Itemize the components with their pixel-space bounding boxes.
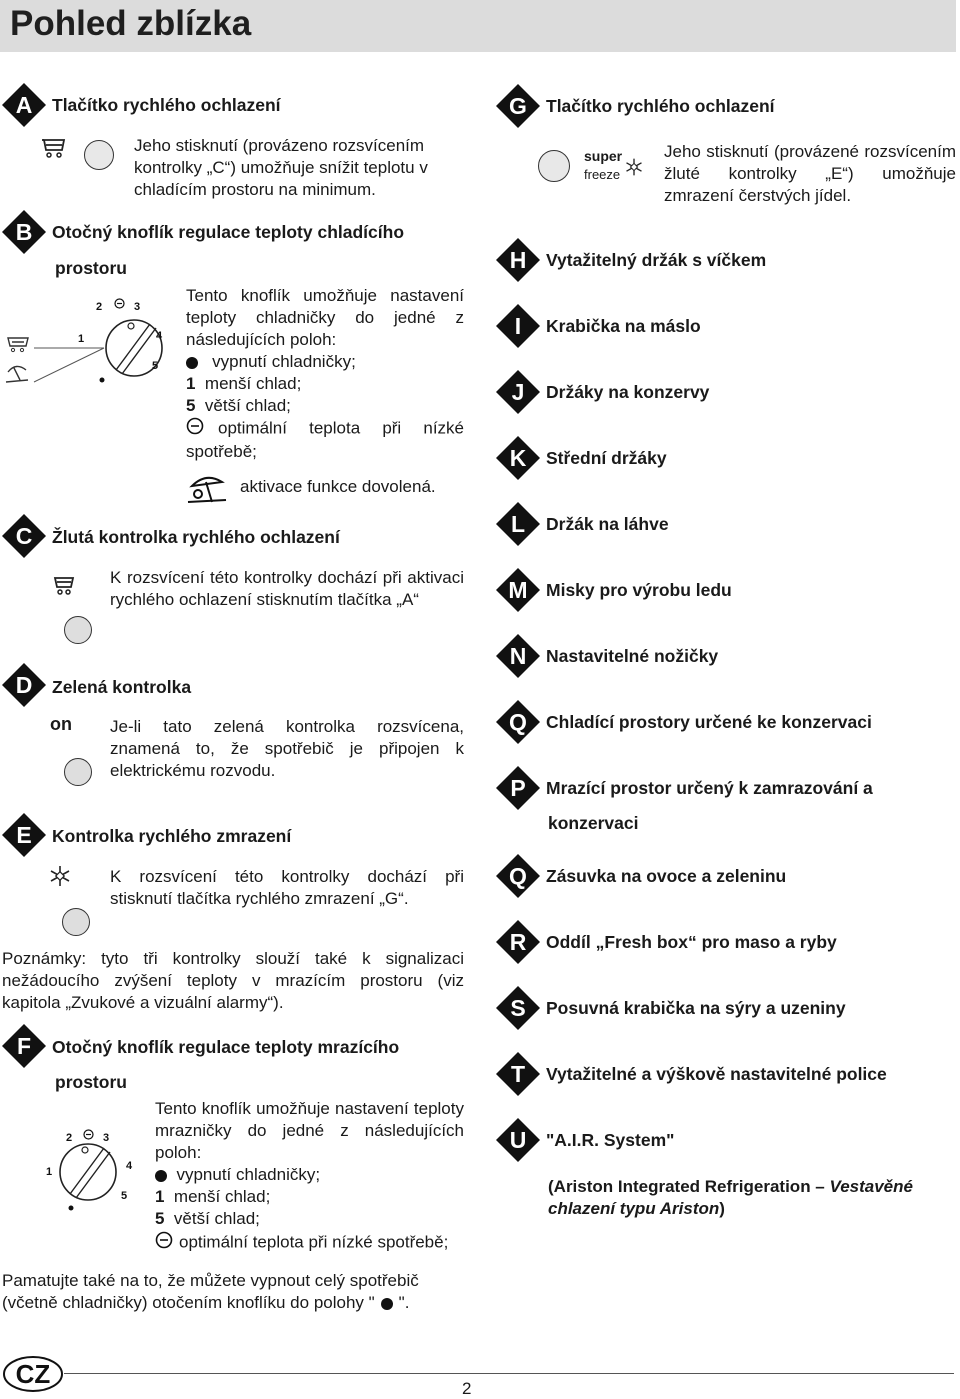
holiday-icon — [186, 470, 230, 504]
knob-b-label-4: 4 — [156, 330, 163, 342]
svg-text:N: N — [509, 643, 527, 669]
section-badge-c — [1, 513, 47, 559]
fast-cool-icon — [40, 136, 70, 162]
section-d-text: Je-li tato zelená kontrolka rozsvícena, znamená to, že spotřebič je připojen k elektrickému rozvodu. — [110, 717, 464, 780]
list-item-label: Nastavitelné nožičky — [546, 646, 719, 666]
section-f-item-1: 1 menší chlad; — [155, 1187, 271, 1206]
section-badge-q — [495, 853, 541, 899]
snowflake-icon — [48, 864, 72, 888]
section-badge-r — [495, 919, 541, 965]
eco-icon — [155, 1231, 173, 1255]
list-item-label: Vytažitelné a výškově nastavitelné police — [546, 1064, 887, 1084]
svg-text:P: P — [510, 775, 526, 801]
section-badge-u — [495, 1117, 541, 1163]
section-badge-m — [495, 567, 541, 613]
list-item-label: Misky pro výrobu ledu — [546, 580, 732, 600]
svg-text:U: U — [509, 1127, 527, 1153]
section-b-item-off: vypnutí chladničky; — [186, 351, 356, 373]
svg-text:L: L — [510, 511, 526, 537]
section-badge-b — [1, 209, 47, 255]
list-item-label: Chladící prostory určené ke konzervaci — [546, 712, 872, 732]
svg-text:R: R — [509, 929, 527, 955]
section-c-text: K rozsvícení této kontrolky dochází při aktivaci rychlého ochlazení stisknutím tlačítka „A“ — [110, 568, 464, 609]
country-badge — [2, 1355, 64, 1393]
super-freeze-button[interactable] — [538, 150, 570, 182]
section-f-item-eco: optimální teplota při nízké spotřebě; — [155, 1231, 448, 1255]
list-item-label: Držáky na konzervy — [546, 382, 710, 402]
section-badge-d — [1, 662, 47, 708]
footer-rule — [64, 1373, 954, 1374]
svg-text:I: I — [514, 313, 522, 339]
section-f-title: Otočný knoflík regulace teploty mrazícího — [52, 1037, 400, 1057]
section-b-intro: Tento knoflík umožňuje nastavení teploty chladničky do jedné z následujících poloh: — [186, 286, 464, 349]
section-badge-l — [495, 501, 541, 547]
svg-text:M: M — [508, 577, 528, 603]
section-f-title-cont: prostoru — [55, 1072, 127, 1092]
list-item-label: "A.I.R. System" — [546, 1130, 675, 1150]
section-badge-j — [495, 369, 541, 415]
section-badge-g — [495, 83, 541, 129]
svg-text:E: E — [16, 822, 32, 848]
section-badge-e — [1, 812, 47, 858]
page-number: 2 — [462, 1379, 472, 1398]
page-title: Pohled zblízka — [10, 4, 252, 43]
svg-text:S: S — [510, 995, 526, 1021]
section-badge-q — [495, 699, 541, 745]
snowflake-icon — [624, 157, 644, 177]
section-g-text: Jeho stisknutí (provázené rozsvícením žluté kontrolky „E“) umožňuje zmrazení čerstvých jídel. — [664, 142, 956, 205]
knob-f-label-4: 4 — [126, 1160, 133, 1172]
reminder-text: Pamatujte také na to, že můžete vypnout celý spotřebič (včetně chladničky) otočením knoflíku do polohy " ". — [2, 1271, 419, 1312]
svg-text:K: K — [509, 445, 527, 471]
section-b-item-5: 5 větší chlad; — [186, 396, 291, 415]
section-b-title-cont: prostoru — [55, 258, 127, 278]
svg-text:Q: Q — [509, 863, 527, 889]
list-item-label: Oddíl „Fresh box“ pro maso a ryby — [546, 932, 837, 952]
section-g-title: Tlačítko rychlého ochlazení — [546, 96, 775, 116]
knob-b-eco-icon — [114, 296, 125, 307]
list-item-label: Posuvná krabička na sýry a uzeniny — [546, 998, 846, 1018]
section-b-item-holiday: aktivace funkce dovolená. — [240, 477, 436, 496]
svg-text:T: T — [510, 1061, 526, 1087]
section-badge-f — [1, 1023, 47, 1069]
section-c-title: Žlutá kontrolka rychlého ochlazení — [52, 527, 340, 547]
svg-text:A: A — [15, 92, 33, 118]
section-badge-a — [1, 82, 47, 128]
off-dot-icon — [186, 357, 198, 369]
fast-cool-button[interactable] — [84, 140, 114, 170]
on-label: on — [50, 714, 72, 734]
knob-f-label-5: 5 — [121, 1190, 128, 1202]
section-d-title: Zelená kontrolka — [52, 677, 192, 697]
fast-freeze-lamp — [62, 908, 90, 936]
list-item-label: Zásuvka na ovoce a zeleninu — [546, 866, 787, 886]
list-item-label: Mrazící prostor určený k zamrazování a — [546, 778, 873, 798]
svg-text:J: J — [511, 379, 525, 405]
section-b-title: Otočný knoflík regulace teploty chladícího — [52, 222, 405, 242]
air-note: (Ariston Integrated Refrigeration – Vestavěné chlazení typu Ariston) — [548, 1177, 913, 1218]
off-dot-icon — [381, 1298, 393, 1310]
section-badge-i — [495, 303, 541, 349]
off-dot-icon — [155, 1170, 167, 1182]
fast-cool-lamp-icon — [52, 574, 78, 598]
list-item-label: Krabička na máslo — [546, 316, 701, 336]
list-item-label: Vytažitelný držák s víčkem — [546, 250, 767, 270]
yellow-lamp — [64, 616, 92, 644]
svg-text:Q: Q — [509, 709, 527, 735]
section-f-item-5: 5 větší chlad; — [155, 1209, 260, 1228]
svg-text:F: F — [16, 1033, 32, 1059]
knob-f-label-1: 1 — [46, 1166, 53, 1178]
knob-f-label-2: 2 — [66, 1132, 73, 1144]
super-label: super — [584, 148, 623, 164]
section-badge-s — [495, 985, 541, 1031]
list-item-label: Střední držáky — [546, 448, 667, 468]
section-f-item-off: vypnutí chladničky; — [155, 1164, 320, 1186]
section-badge-p — [495, 765, 541, 811]
knob-f-eco-icon — [83, 1127, 94, 1138]
section-badge-t — [495, 1051, 541, 1097]
svg-text:D: D — [15, 672, 33, 698]
knob-b-label-2: 2 — [96, 301, 103, 313]
section-a-text: Jeho stisknutí (provázeno rozsvícením kontrolky „C“) umožňuje snížit teplotu v chladícím prostoru na minimum. — [134, 136, 428, 199]
list-item-label-cont: konzervaci — [548, 813, 639, 833]
svg-text:CZ: CZ — [15, 1359, 51, 1389]
section-a-title: Tlačítko rychlého ochlazení — [52, 95, 281, 115]
section-f-intro: Tento knoflík umožňuje nastavení teploty mrazničky do jedné z následujících poloh: — [155, 1099, 464, 1162]
section-badge-k — [495, 435, 541, 481]
section-badge-h — [495, 237, 541, 283]
svg-text:G: G — [509, 93, 527, 119]
section-b-item-1: 1 menší chlad; — [186, 374, 302, 393]
svg-text:H: H — [509, 247, 527, 273]
knob-b-label-1: 1 — [78, 333, 85, 345]
section-badge-n — [495, 633, 541, 679]
section-e-text: K rozsvícení této kontrolky dochází při stisknutí tlačítka rychlého zmrazení „G“. — [110, 867, 464, 908]
eco-icon — [186, 417, 204, 441]
knob-b-label-5: 5 — [152, 360, 159, 372]
notes-text: Poznámky: tyto tři kontrolky slouží také k signalizaci nežádoucího zvýšení teploty v mrazícím prostoru (viz kapitola „Zvukové a vizuální alarmy“). — [2, 949, 464, 1012]
section-e-title: Kontrolka rychlého zmrazení — [52, 826, 292, 846]
green-lamp — [64, 758, 92, 786]
svg-text:B: B — [15, 219, 33, 245]
section-b-item-eco: optimální teplota při nízké spotřebě; — [186, 418, 464, 461]
list-item-label: Držák na láhve — [546, 514, 669, 534]
svg-text:C: C — [15, 523, 33, 549]
knob-f-label-3: 3 — [103, 1132, 110, 1144]
knob-b-label-3: 3 — [134, 301, 141, 313]
freeze-label: freeze — [584, 167, 621, 182]
